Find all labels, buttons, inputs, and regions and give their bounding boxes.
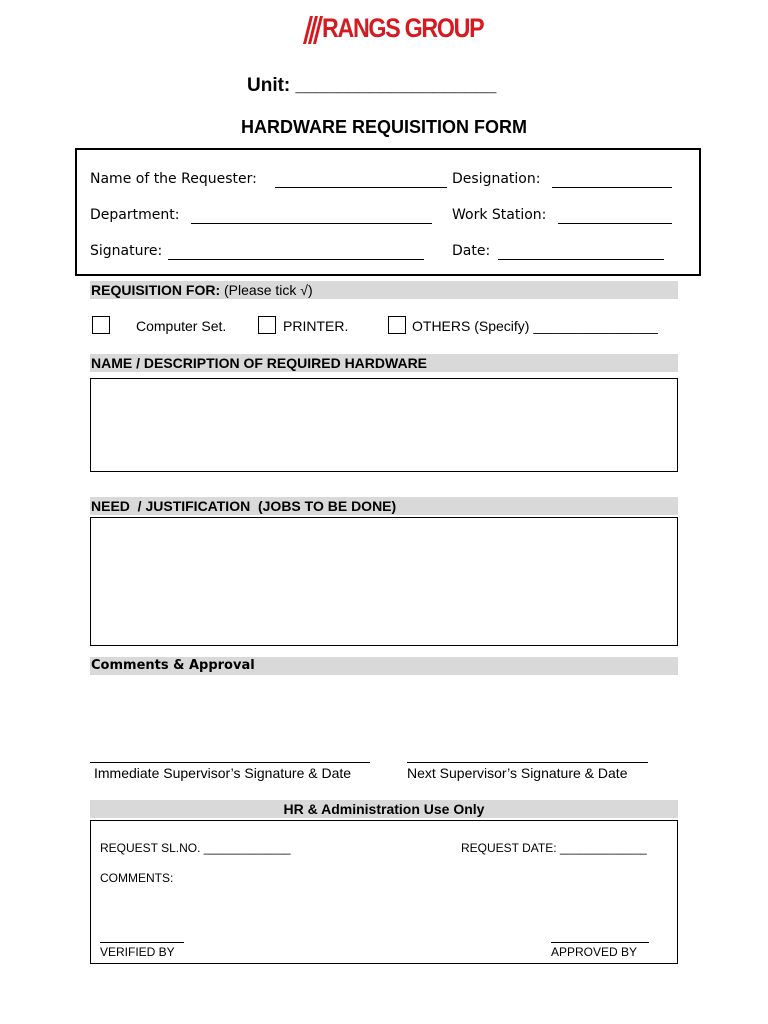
approved-by-label: APPROVED BY <box>551 945 638 959</box>
unit-field[interactable]: Unit: ___________________ <box>247 75 497 96</box>
request-slno-field[interactable]: REQUEST SL.NO. _____________ <box>100 841 291 855</box>
description-heading: NAME / DESCRIPTION OF REQUIRED HARDWARE <box>91 355 428 371</box>
department-line[interactable] <box>191 223 432 224</box>
logo-text: RANGS GROUP <box>322 13 484 43</box>
form-title: HARDWARE REQUISITION FORM <box>241 117 527 137</box>
workstation-label: Work Station: <box>452 207 547 223</box>
printer-checkbox[interactable] <box>258 316 276 334</box>
verified-by-label: VERIFIED BY <box>100 945 175 959</box>
others-label: OTHERS (Specify) ________________ <box>412 318 658 334</box>
others-checkbox[interactable] <box>388 316 406 334</box>
signature-line[interactable] <box>168 259 424 260</box>
designation-label: Designation: <box>452 171 541 187</box>
next-signature-label: Next Supervisor’s Signature & Date <box>407 765 628 781</box>
verified-by-line[interactable] <box>100 942 184 943</box>
comments-field[interactable]: COMMENTS: <box>100 871 174 885</box>
computer-set-label: Computer Set. <box>136 318 227 334</box>
computer-set-checkbox[interactable] <box>92 316 110 334</box>
description-textbox[interactable] <box>90 378 678 472</box>
requisition-hint: (Please tick √) <box>224 282 313 298</box>
requester-name-label: Name of the Requester: <box>90 171 257 187</box>
justification-heading: NEED / JUSTIFICATION (JOBS TO BE DONE) <box>91 498 397 514</box>
next-signature-line[interactable] <box>407 762 648 763</box>
requester-name-line[interactable] <box>275 187 447 188</box>
date-line[interactable] <box>498 259 664 260</box>
signature-label: Signature: <box>90 243 163 259</box>
designation-line[interactable] <box>552 187 672 188</box>
date-label: Date: <box>452 243 491 259</box>
printer-label: PRINTER. <box>283 318 349 334</box>
justification-textbox[interactable] <box>90 517 678 646</box>
immediate-signature-line[interactable] <box>90 762 370 763</box>
department-label: Department: <box>90 207 180 223</box>
requisition-heading-row <box>91 282 313 298</box>
workstation-line[interactable] <box>558 223 672 224</box>
immediate-signature-label: Immediate Supervisor’s Signature & Date <box>94 765 352 781</box>
requisition-heading: REQUISITION FOR: <box>91 282 221 298</box>
approved-by-line[interactable] <box>551 942 649 943</box>
hr-heading: HR & Administration Use Only <box>283 801 485 817</box>
comments-heading: Comments & Approval <box>91 658 255 673</box>
request-date-field[interactable]: REQUEST DATE: _____________ <box>461 841 647 855</box>
